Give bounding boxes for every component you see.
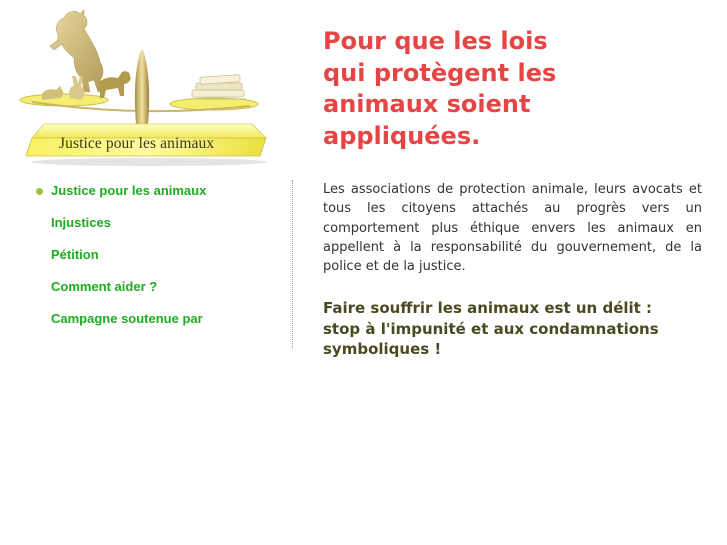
nav-link-campagne[interactable]: Campagne soutenue par <box>51 311 203 326</box>
subhead-line: stop à l'impunité et aux condamnations <box>323 319 659 338</box>
headline-line: appliquées. <box>323 121 481 150</box>
logo-text: Justice pour les animaux <box>59 135 215 152</box>
page-headline <box>323 26 713 152</box>
headline-line: animaux soient <box>323 90 531 118</box>
sidebar-item-petition[interactable] <box>36 246 286 278</box>
sidebar-item-justice[interactable] <box>36 182 286 214</box>
sidebar-item-campagne[interactable] <box>36 310 286 342</box>
call-to-action-heading <box>323 298 713 360</box>
nav-link-injustices[interactable]: Injustices <box>51 215 111 230</box>
nav-link-comment-aider[interactable]: Comment aider ? <box>51 279 158 294</box>
sidebar-item-injustices[interactable] <box>36 214 286 246</box>
subhead-line: symboliques ! <box>323 340 442 358</box>
headline-line: Pour que les lois <box>323 27 548 55</box>
headline-line: qui protègent les <box>323 58 557 87</box>
sidebar-item-comment-aider[interactable] <box>36 278 286 310</box>
nav-link-petition[interactable]: Pétition <box>51 247 99 262</box>
subhead-line: Faire souffrir les animaux est un délit : <box>323 299 653 317</box>
vertical-divider <box>292 180 293 348</box>
sidebar-nav <box>36 182 286 342</box>
nav-link-justice[interactable]: Justice pour les animaux <box>51 183 207 198</box>
logo[interactable] <box>14 6 274 170</box>
active-bullet-icon <box>36 188 43 195</box>
intro-paragraph: Les associations de protection animale, leurs avocats et tous les citoyens attachés au progrès vers un comportement plus éthique envers les animaux en appellent à la responsabilité du gouvernement, de la police et de la justice. <box>323 182 702 275</box>
